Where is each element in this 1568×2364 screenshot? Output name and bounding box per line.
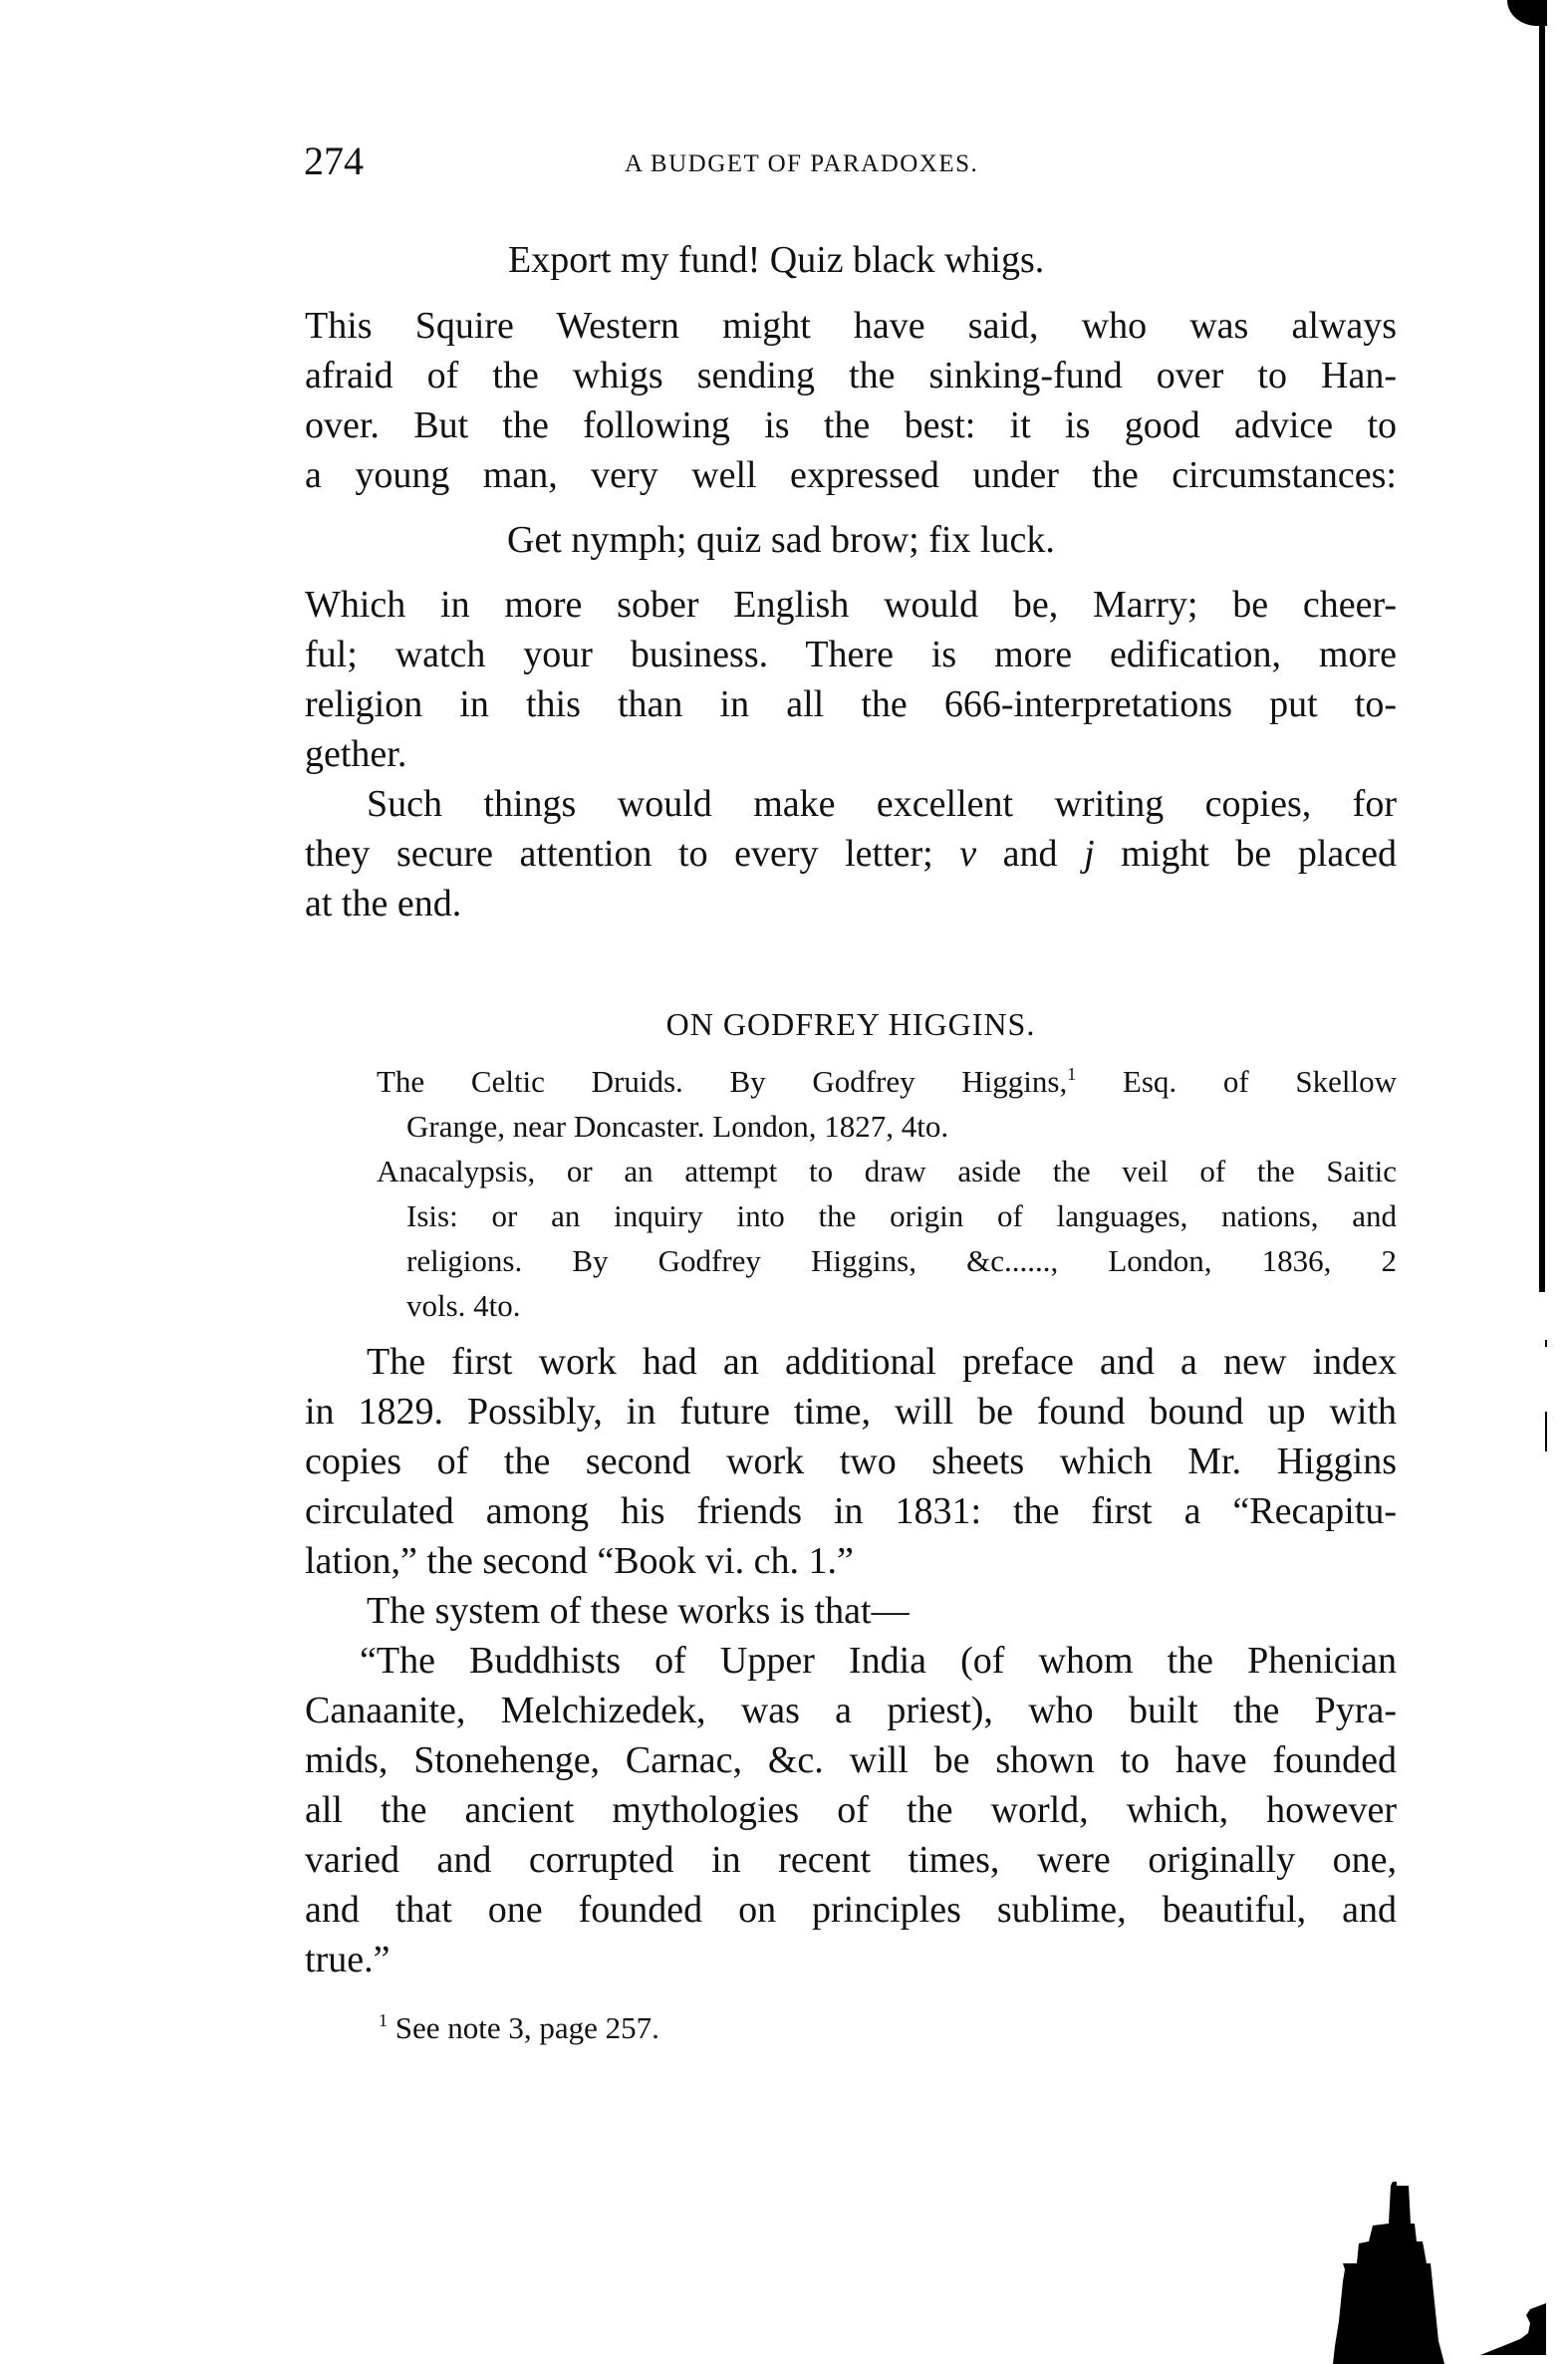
bibliography <box>377 1059 1397 1328</box>
bibliography-entry-line: vols. 4to. <box>406 1288 521 1323</box>
text-line: over. But the following is the best: it is good advice to <box>305 404 1397 446</box>
text-line: The system of these works is that— <box>367 1590 910 1632</box>
page-edge-rule <box>1539 0 1545 1292</box>
text-line: gether. <box>305 733 407 775</box>
paragraph <box>305 301 1397 500</box>
paragraph <box>305 1337 1397 1586</box>
text-line: in 1829. Possibly, in future time, will be found bound up with <box>305 1391 1397 1433</box>
text-run: and <box>976 833 1085 875</box>
text-line: ful; watch your business. There is more edification, more <box>305 634 1397 675</box>
text-line: circulated among his friends in 1831: the first a “Recapitu- <box>305 1490 1397 1532</box>
text-line: all the ancient mythologies of the world, which, however <box>305 1789 1397 1831</box>
text-run: might be placed <box>1094 833 1397 875</box>
section-heading: ON GODFREY HIGGINS. <box>665 1006 1036 1042</box>
scan-artifact-wedge <box>1480 2303 1546 2355</box>
text-line: at the end. <box>305 883 462 924</box>
scan-artifact-blob <box>1333 2182 1472 2364</box>
motto-line: Export my fund! Quiz black whigs. <box>508 239 1045 281</box>
text-line: afraid of the whigs sending the sinking-fund over to Han- <box>305 355 1397 396</box>
footnote-marker[interactable]: 1 <box>1067 1064 1077 1084</box>
text-line: a young man, very well expressed under the circumstances: <box>305 454 1397 496</box>
text-line: “The Buddhists of Upper India (of whom the Phenician <box>360 1640 1397 1682</box>
text-line: The first work had an additional preface and a new index <box>367 1341 1397 1383</box>
text-run: they secure attention to every letter; <box>305 833 960 875</box>
bibliography-entry-line: Grange, near Doncaster. London, 1827, 4to. <box>406 1109 949 1144</box>
motto-line: Get nymph; quiz sad brow; fix luck. <box>507 519 1055 561</box>
text-line: true.” <box>305 1939 391 1980</box>
bibliography-entry-line: Anacalypsis, or an attempt to draw aside the veil of the Saitic <box>377 1154 1397 1188</box>
page-number: 274 <box>304 138 364 183</box>
paragraph <box>305 580 1397 779</box>
page-edge-tick <box>1545 1340 1547 1347</box>
footnote <box>379 2008 659 2048</box>
bibliography-entry-line: Isis: or an inquiry into the origin of languages, nations, and <box>406 1198 1397 1233</box>
text-line: mids, Stonehenge, Carnac, &c. will be shown to have founded <box>305 1739 1397 1781</box>
running-title: A BUDGET OF PARADOXES. <box>625 150 979 177</box>
footnote-marker: 1 <box>379 2010 388 2030</box>
italic-letter: v <box>959 833 977 875</box>
text-line <box>305 829 1397 879</box>
text-line: copies of the second work two sheets which Mr. Higgins <box>305 1441 1397 1482</box>
text-line: Such things would make excellent writing copies, for <box>367 783 1397 825</box>
italic-letter: j <box>1084 833 1095 875</box>
text-run: The Celtic Druids. By Godfrey Higgins, <box>377 1064 1068 1099</box>
footnote-text: See note 3, page 257. <box>388 2010 659 2045</box>
text-line: lation,” the second “Book vi. ch. 1.” <box>305 1540 854 1582</box>
bibliography-entry-line: religions. By Godfrey Higgins, &c......, London, 1836, 2 <box>406 1243 1397 1278</box>
page-edge-tick <box>1545 1412 1547 1451</box>
text-line: varied and corrupted in recent times, were originally one, <box>305 1839 1397 1881</box>
quotation <box>305 1636 1397 1984</box>
text-run: Esq. of Skellow <box>1076 1064 1398 1099</box>
paragraph <box>305 779 1397 928</box>
text-line: This Squire Western might have said, who was always <box>305 305 1397 347</box>
text-line: Canaanite, Melchizedek, was a priest), who built the Pyra- <box>305 1690 1397 1731</box>
text-line: Which in more sober English would be, Marry; be cheer- <box>305 584 1397 626</box>
paragraph <box>305 1586 1397 1636</box>
text-line: and that one founded on principles sublime, beautiful, and <box>305 1889 1397 1931</box>
bibliography-entry-line <box>377 1059 1397 1104</box>
text-line: religion in this than in all the 666-interpretations put to- <box>305 683 1397 725</box>
